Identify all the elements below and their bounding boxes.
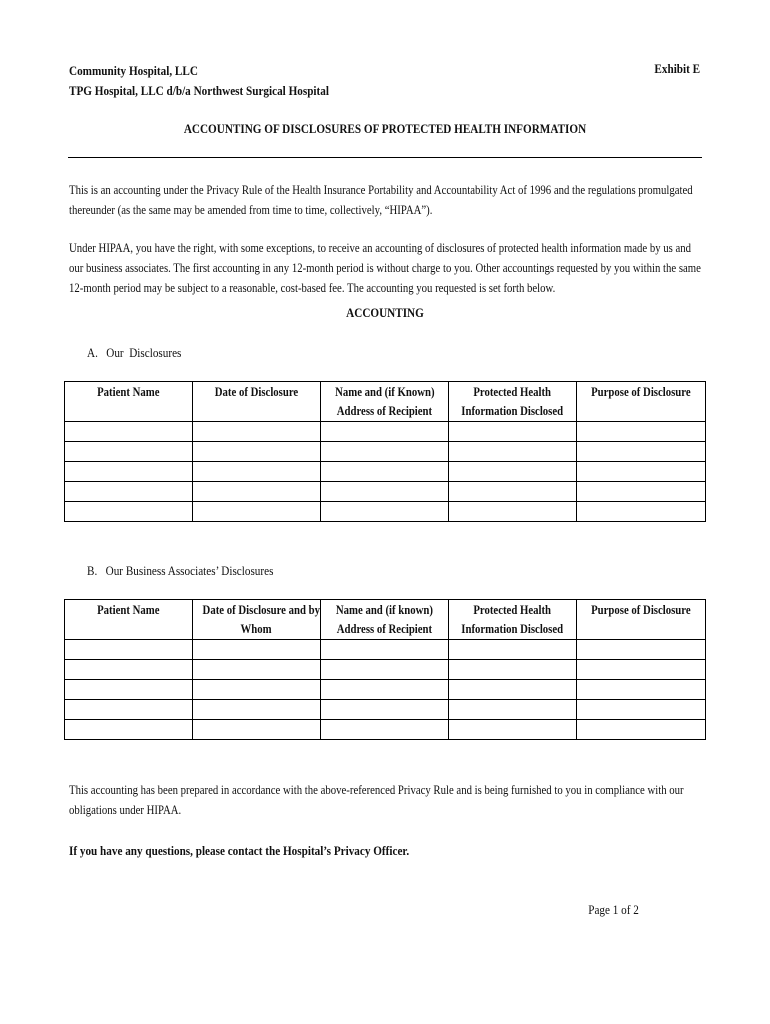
table-cell <box>577 502 706 522</box>
column-header <box>193 382 321 422</box>
table-cell <box>321 502 449 522</box>
table-cell <box>65 680 193 700</box>
table-header-row <box>65 600 706 640</box>
column-header-text: Purpose of Disclosure <box>591 603 691 617</box>
table-row <box>65 720 706 740</box>
table-cell <box>193 482 321 502</box>
table-cell <box>193 502 321 522</box>
table-cell <box>65 660 193 680</box>
section-a-heading: A. Our Disclosures <box>87 345 182 360</box>
table-cell <box>577 422 706 442</box>
table-cell <box>65 640 193 660</box>
table-cell <box>65 462 193 482</box>
table-cell <box>449 482 577 502</box>
table-cell <box>449 442 577 462</box>
column-header <box>321 600 449 640</box>
column-header-text: Patient Name <box>97 385 160 399</box>
business-associates-disclosures-table <box>64 599 706 740</box>
column-header <box>65 382 193 422</box>
column-header-text: Information Disclosed <box>461 622 564 636</box>
table-cell <box>577 700 706 720</box>
table-row <box>65 442 706 462</box>
table-row <box>65 660 706 680</box>
table-row <box>65 640 706 660</box>
privacy-officer-contact-line: If you have any questions, please contact the Hospital’s Privacy Officer. <box>69 843 410 858</box>
column-header-text: Address of Recipient <box>336 404 433 418</box>
table-cell <box>193 640 321 660</box>
table-cell <box>193 720 321 740</box>
table-cell <box>449 422 577 442</box>
table-cell <box>193 700 321 720</box>
column-header-text: Protected Health <box>473 603 552 617</box>
column-header <box>193 600 321 640</box>
table-cell <box>193 660 321 680</box>
document-title: ACCOUNTING OF DISCLOSURES OF PROTECTED HEALTH INFORMATION <box>183 121 587 136</box>
table-cell <box>321 462 449 482</box>
table-cell <box>193 442 321 462</box>
table-cell <box>577 660 706 680</box>
organization-header <box>69 61 329 101</box>
table-row <box>65 680 706 700</box>
column-header <box>65 600 193 640</box>
intro-paragraph: This is an accounting under the Privacy Rule of the Health Insurance Portability and Accountability Act of 1996 and the regulations promulgated thereunder (as the same may be amended from time to time, collectively, “HIPAA”). <box>69 183 693 217</box>
table-header-row <box>65 382 706 422</box>
column-header-text: Date of Disclosure <box>214 385 299 399</box>
table-row <box>65 482 706 502</box>
table-cell <box>449 502 577 522</box>
table-cell <box>321 680 449 700</box>
table-cell <box>449 720 577 740</box>
table-cell <box>449 640 577 660</box>
table-cell <box>321 442 449 462</box>
column-header <box>449 600 577 640</box>
column-header-text: Date of Disclosure and by <box>202 603 321 617</box>
table-cell <box>321 700 449 720</box>
table-row <box>65 462 706 482</box>
table-cell <box>65 720 193 740</box>
table-cell <box>193 680 321 700</box>
accounting-heading: ACCOUNTING <box>346 305 424 320</box>
table-cell <box>577 720 706 740</box>
column-header <box>577 382 706 422</box>
table-row <box>65 700 706 720</box>
table-cell <box>577 680 706 700</box>
table-cell <box>65 700 193 720</box>
table-cell <box>577 482 706 502</box>
table-cell <box>449 462 577 482</box>
organization-name-line-2: TPG Hospital, LLC d/b/a Northwest Surgical Hospital <box>69 83 329 98</box>
column-header-text: Information Disclosed <box>461 404 564 418</box>
table-cell <box>65 502 193 522</box>
column-header-text: Protected Health <box>473 385 552 399</box>
table-cell <box>449 660 577 680</box>
organization-name-line-1: Community Hospital, LLC <box>69 63 198 78</box>
column-header <box>449 382 577 422</box>
table-cell <box>449 700 577 720</box>
table-cell <box>65 442 193 462</box>
title-divider <box>68 157 702 158</box>
column-header <box>577 600 706 640</box>
column-header-text: Name and (if known) <box>335 603 434 617</box>
column-header-text: Patient Name <box>97 603 160 617</box>
column-header-text: Address of Recipient <box>336 622 433 636</box>
table-cell <box>321 482 449 502</box>
table-cell <box>449 680 577 700</box>
exhibit-label: Exhibit E <box>654 61 700 76</box>
table-cell <box>65 482 193 502</box>
table-cell <box>321 660 449 680</box>
rights-paragraph: Under HIPAA, you have the right, with some exceptions, to receive an accounting of disclosures of protected health information made by us and our business associates. The first accounting in any 12-month period is without charge to you. Other accountings requested by you within the same 12-month period may be subject to a reasonable, cost-based fee. The accounting you requested is set forth below. <box>69 241 701 295</box>
column-header-text: Name and (if Known) <box>334 385 435 399</box>
closing-paragraph: This accounting has been prepared in accordance with the above-referenced Privacy Rule and is being furnished to you in compliance with our obligations under HIPAA. <box>69 783 684 817</box>
table-cell <box>65 422 193 442</box>
our-disclosures-table <box>64 381 706 522</box>
column-header-text: Purpose of Disclosure <box>591 385 691 399</box>
table-cell <box>193 462 321 482</box>
table-cell <box>577 640 706 660</box>
table-row <box>65 502 706 522</box>
page-number: Page 1 of 2 <box>588 902 639 917</box>
table-cell <box>321 422 449 442</box>
table-cell <box>321 640 449 660</box>
table-cell <box>577 462 706 482</box>
table-cell <box>577 442 706 462</box>
table-cell <box>321 720 449 740</box>
table-row <box>65 422 706 442</box>
table-cell <box>193 422 321 442</box>
column-header-text: Whom <box>240 622 273 636</box>
section-b-heading: B. Our Business Associates’ Disclosures <box>87 563 274 578</box>
column-header <box>321 382 449 422</box>
